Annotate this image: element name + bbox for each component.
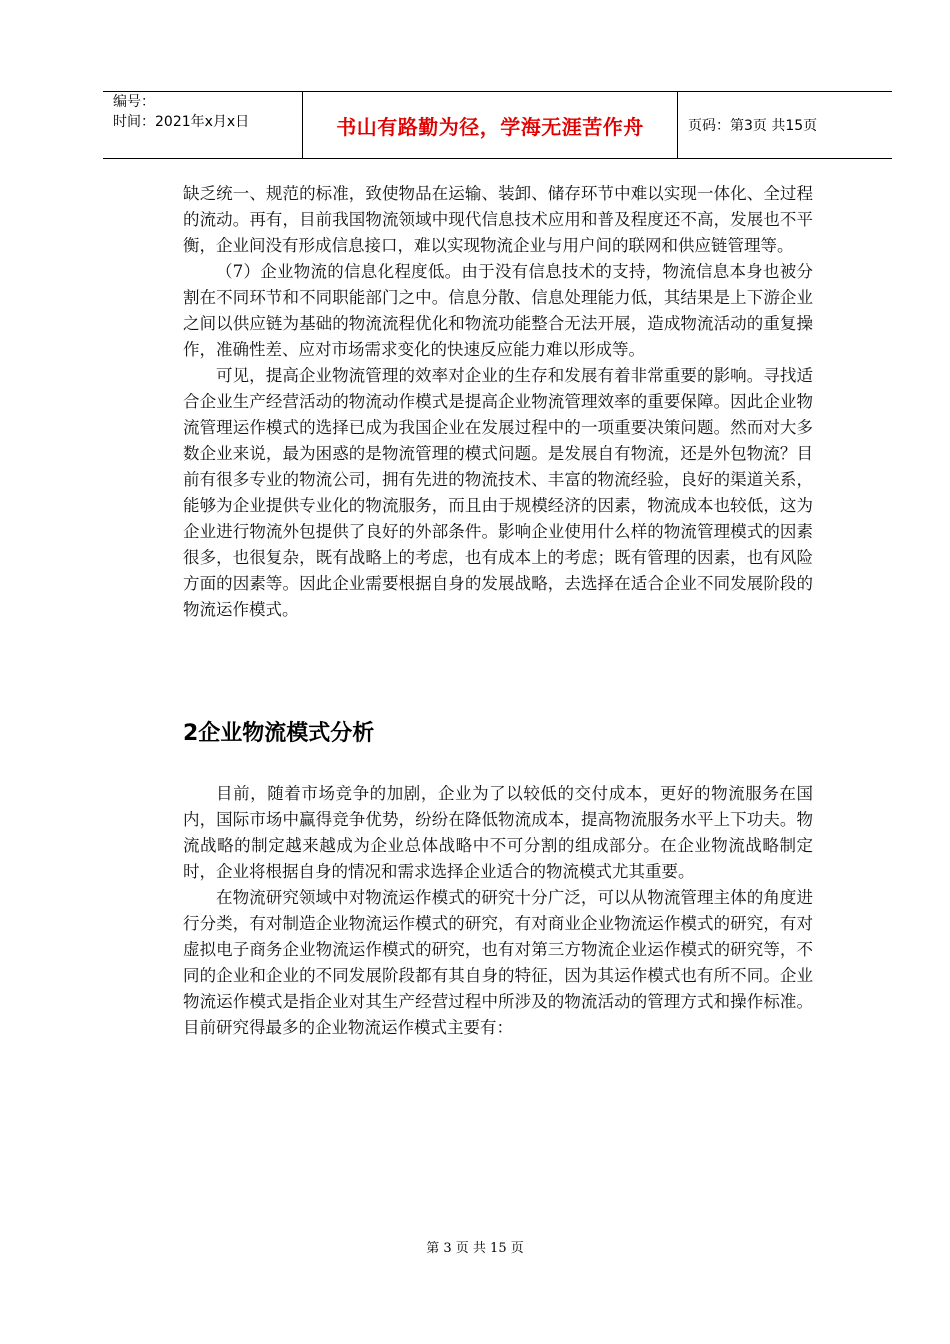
paragraph: （7）企业物流的信息化程度低。由于没有信息技术的支持，物流信息本身也被分割在不同环节和不同职能部门之中。信息分散、信息处理能力低，其结果是上下游企业之间以供应链为基础的物流流程优化和物流功能整合无法开展，造成物流活动的重复操作，准确性差、应对市场需求变化的快速反应能力难以形成等。 [183, 262, 813, 359]
section1-body [183, 181, 813, 623]
section-heading: 2企业物流模式分析 [183, 721, 375, 746]
paragraph: 目前，随着市场竞争的加剧，企业为了以较低的交付成本，更好的物流服务在国内，国际市场中赢得竞争优势，纷纷在降低物流成本，提高物流服务水平上下功夫。物流战略的制定越来越成为企业总体战略中不可分割的组成部分。在企业物流战略制定时，企业将根据自身的情况和需求选择企业适合的物流模式尤其重要。 [183, 784, 813, 881]
page-footer: 第 3 页 共 15 页 [426, 1241, 524, 1256]
header-page-code: 页码：第3页 共15页 [688, 118, 818, 134]
header-left-cell [103, 92, 303, 158]
paragraph: 在物流研究领域中对物流运作模式的研究十分广泛，可以从物流管理主体的角度进行分类，有对制造企业物流运作模式的研究，有对商业企业物流运作模式的研究，有对虚拟电子商务企业物流运作模式的研究，也有对第三方物流企业运作模式的研究等，不同的企业和企业的不同发展阶段都有其自身的特征，因为其运作模式也有所不同。企业物流运作模式是指企业对其生产经营过程中所涉及的物流活动的管理方式和操作标准。目前研究得最多的企业物流运作模式主要有： [183, 888, 813, 1037]
serial-label: 编号： [113, 94, 155, 110]
header-motto: 书山有路勤为径，学海无涯苦作舟 [303, 92, 678, 158]
page-header [103, 91, 892, 159]
paragraph: 可见，提高企业物流管理的效率对企业的生存和发展有着非常重要的影响。寻找适合企业生产经营活动的物流动作模式是提高企业物流管理效率的重要保障。因此企业物流管理运作模式的选择已成为我国企业在发展过程中的一项重要决策问题。然而对大多数企业来说，最为困惑的是物流管理的模式问题。是发展自有物流，还是外包物流？目前有很多专业的物流公司，拥有先进的物流技术、丰富的物流经验，良好的渠道关系，能够为企业提供专业化的物流服务，而且由于规模经济的因素，物流成本也较低，这为企业进行物流外包提供了良好的外部条件。影响企业使用什么样的物流管理模式的因素很多，也很复杂，既有战略上的考虑，也有成本上的考虑；既有管理的因素，也有风险方面的因素等。因此企业需要根据自身的发展战略，去选择在适合企业不同发展阶段的物流运作模式。 [183, 366, 813, 619]
date-line: 时间：2021年x月x日 [113, 114, 250, 130]
section2-body [183, 781, 813, 1041]
paragraph: 缺乏统一、规范的标准，致使物品在运输、装卸、储存环节中难以实现一体化、全过程的流动。再有，目前我国物流领域中现代信息技术应用和普及程度还不高，发展也不平衡，企业间没有形成信息接口，难以实现物流企业与用户间的联网和供应链管理等。 [183, 184, 813, 255]
